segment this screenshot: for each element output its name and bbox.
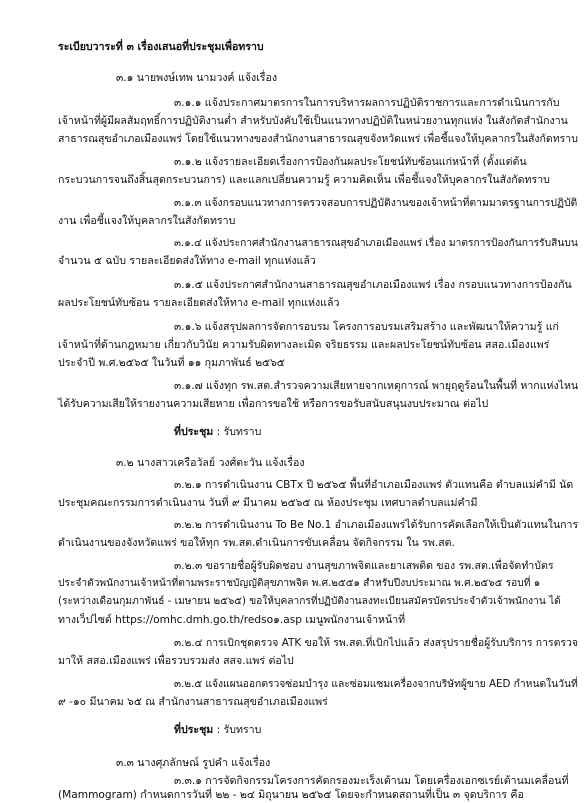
item-3-1-6-line-1: ๓.๑.๖ แจ้งสรุปผลการจัดการอบรม โครงการอบรมเสริมสร้าง และพัฒนาให้ความรู้ แก่ bbox=[174, 321, 559, 333]
item-3-1-1-line-1: ๓.๑.๑ แจ้งประกาศมาตรการในการบริหารผลการปฏิบัติราชการและการดำเนินการกับ bbox=[174, 97, 560, 109]
item-3-2-3-line-4: ทางเว็ปไซต์ https://omhc.dmh.go.th/redso๑.asp เมนูพนักงานเจ้าหน้าที่ bbox=[58, 614, 406, 626]
item-3-1-5-line-1: ๓.๑.๕ แจ้งประกาศสำนักงานสาธารณสุขอำเภอเมืองแพร่ เรื่อง กรอบแนวทางการป้องกัน bbox=[174, 279, 572, 291]
item-3-2-1-line-1: ๓.๒.๑ การดำเนินงาน CBTx ปี ๒๕๖๕ พื้นที่อำเภอเมืองแพร่ ตัวแทนคือ ตำบลแม่คำมี นัด bbox=[174, 479, 574, 491]
item-3-1-3-line-1: ๓.๑.๓ แจ้งกรอบแนวทางการตรวจสอบการปฏิบัติงานของเจ้าหน้าที่ตามมาตรฐานการปฏิบัติ bbox=[174, 197, 578, 209]
item-3-1-2-line-1: ๓.๑.๒ แจ้งรายละเอียดเรื่องการป้องกันผลประโยชน์ทับซ้อนแก่หน้าที่ (ตั้งแต่ต้น bbox=[174, 156, 527, 168]
item-3-2-3-line-3: (ระหว่างเดือนกุมภาพันธ์ - เมษายน ๒๕๖๕) ขอให้บุคลากรที่ปฏิบัติงานลงทะเบียนสมัครบัตรประจำตัวเจ้าพนักงาน ได้ bbox=[58, 596, 561, 607]
item-3-2-5-line-1: ๓.๒.๕ แจ้งแผนออกตรวจซ่อมบำรุง และซ่อมแซมเครื่องจากบริษัทผู้ขาย AED กำหนดในวันที่ bbox=[174, 678, 578, 690]
item-3-2-3-line-2: ประจำตัวพนักงานเจ้าหน้าที่ตามพระราชบัญญัติสุขภาพจิต พ.ศ.๒๕๕๑ สำหรับปีงบประมาณ พ.ศ.๒๕๖๕ รอบที่ ๑ bbox=[58, 578, 541, 589]
meeting-result-3-1 bbox=[174, 425, 261, 439]
item-3-1-2-line-2: กระบวนการจนถึงสิ้นสุดกระบวนการ) และแลกเปลี่ยนความรู้ ความคิดเห็น เพื่อชี้แจงให้บุคลากรในสังกัดทราบ bbox=[58, 174, 550, 186]
item-3-1-3-line-2: งาน เพื่อชี้แจงให้บุคลากรในสังกัดทราบ bbox=[58, 215, 236, 227]
item-3-2-1-line-2: ประชุมคณะกรรมการดำเนินงาน วันที่ ๙ มีนาคม ๒๕๖๕ ณ ห้องประชุม เทศบาลตำบลแม่คำมี bbox=[58, 497, 478, 509]
item-3-2-4-line-2: มาให้ สสอ.เมืองแพร่ เพื่อรวบรวมส่ง สสจ.แพร่ ต่อไป bbox=[58, 655, 294, 667]
item-3-2-2-line-2: ดำเนินงานของจังหวัดแพร่ ขอให้ทุก รพ.สต.ดำเนินการขับเคลื่อน จัดกิจกรรม ใน รพ.สต. bbox=[58, 537, 455, 549]
item-3-2-5-line-2: ๙ -๑๐ มีนาคม ๖๕ ณ สำนักงานสาธารณสุขอำเภอเมืองแพร่ bbox=[58, 696, 328, 708]
meeting-label: ที่ประชุม bbox=[174, 724, 214, 736]
item-3-2-4-line-1: ๓.๒.๔ การเบิกชุดตรวจ ATK ขอให้ รพ.สต.ที่เบิกไปแล้ว ส่งสรุปรายชื่อผู้รับบริการ การตรวจ bbox=[174, 637, 578, 649]
reporter-3-2: ๓.๒ นางสาวเครือวัลย์ วงศ์ตะวัน แจ้งเรื่อง bbox=[116, 457, 305, 469]
item-3-1-5-line-2: ผลประโยชน์ทับซ้อน รายละเอียดส่งให้ทาง e-mail ทุกแห่งแล้ว bbox=[58, 297, 340, 309]
item-3-2-2-line-1: ๓.๒.๒ การดำเนินงาน To Be No.1 อำเภอเมืองแพร่ได้รับการคัดเลือกให้เป็นตัวแทนในการ bbox=[174, 519, 579, 531]
item-3-1-6-line-2: เจ้าหน้าที่ด้านกฎหมาย เกี่ยวกับวินัย ความรับผิดทางละเมิด จริยธรรม และผลประโยชน์ทับซ้อน สสอ.เมืองแพร่ bbox=[58, 339, 550, 351]
item-3-1-4-line-1: ๓.๑.๔ แจ้งประกาศสำนักงานสาธารณสุขอำเภอเมืองแพร่ เรื่อง มาตรการป้องกันการรับสินบน bbox=[174, 237, 578, 249]
item-3-1-4-line-2: จำนวน ๕ ฉบับ รายละเอียดส่งให้ทาง e-mail ทุกแห่งแล้ว bbox=[58, 255, 316, 267]
item-3-1-7-line-2: ได้รับความเสียให้รายงานความเสียหาย เพื่อการขอใช้ หรือการขอรับสนับสนุนงบประมาณ ต่อไป bbox=[58, 398, 489, 410]
item-3-3-1-line-2: (Mammogram) กำหนดการวันที่ ๒๒ - ๒๔ มิถุนายน ๒๕๖๕ โดยจะกำหนดสถานที่เป็น ๓ จุดบริการ คือ bbox=[58, 789, 524, 801]
item-3-1-1-line-3: สาธารณสุขอำเภอเมืองแพร่ โดยใช้แนวทางของสำนักงานสาธารณสุขจังหวัดแพร่ เพื่อชี้แจงให้บุคลากรในสังกัดทราบ bbox=[58, 133, 578, 145]
meeting-result: : รับทราบ bbox=[216, 724, 262, 736]
item-3-1-1-line-2: เจ้าหน้าที่ผู้มีผลสัมฤทธิ์การปฏิบัติงานต่ำ สำหรับบังคับใช้เป็นแนวทางปฏิบัติในหน่วยงานทุกแห่ง ในสังกัดสำนักงาน bbox=[58, 115, 568, 127]
item-3-1-7-line-1: ๓.๑.๗ แจ้งทุก รพ.สต.สำรวจความเสียหายจากเหตุการณ์ พายุฤดูร้อนในพื้นที่ หากแห่งไหน bbox=[174, 380, 579, 392]
item-3-1-6-line-3: ประจำปี พ.ศ.๒๕๖๕ ในวันที่ ๑๑ กุมภาพันธ์ ๒๕๖๕ bbox=[58, 357, 285, 369]
meeting-result: : รับทราบ bbox=[216, 426, 262, 438]
reporter-3-3: ๓.๓ นางศุภลักษณ์ รูปคำ แจ้งเรื่อง bbox=[116, 757, 271, 769]
reporter-3-1: ๓.๑ นายพงษ์เทพ นามวงค์ แจ้งเรื่อง bbox=[116, 72, 277, 84]
meeting-result-3-2 bbox=[174, 723, 261, 737]
item-3-2-3-line-1: ๓.๒.๓ ขอรายชื่อผู้รับผิดชอบ งานสุขภาพจิตและยาเสพติด ของ รพ.สต.เพื่อจัดทำบัตร bbox=[174, 560, 554, 572]
meeting-label: ที่ประชุม bbox=[174, 426, 214, 438]
item-3-3-1-line-1: ๓.๓.๑ การจัดกิจกรรมโครงการคัดกรองมะเร็งเต้านม โดยเครื่องเอกซเรย์เต้านมเคลื่อนที่ bbox=[174, 775, 569, 787]
agenda-heading: ระเบียบวาระที่ ๓ เรื่องเสนอที่ประชุมเพื่อทราบ bbox=[58, 41, 264, 53]
